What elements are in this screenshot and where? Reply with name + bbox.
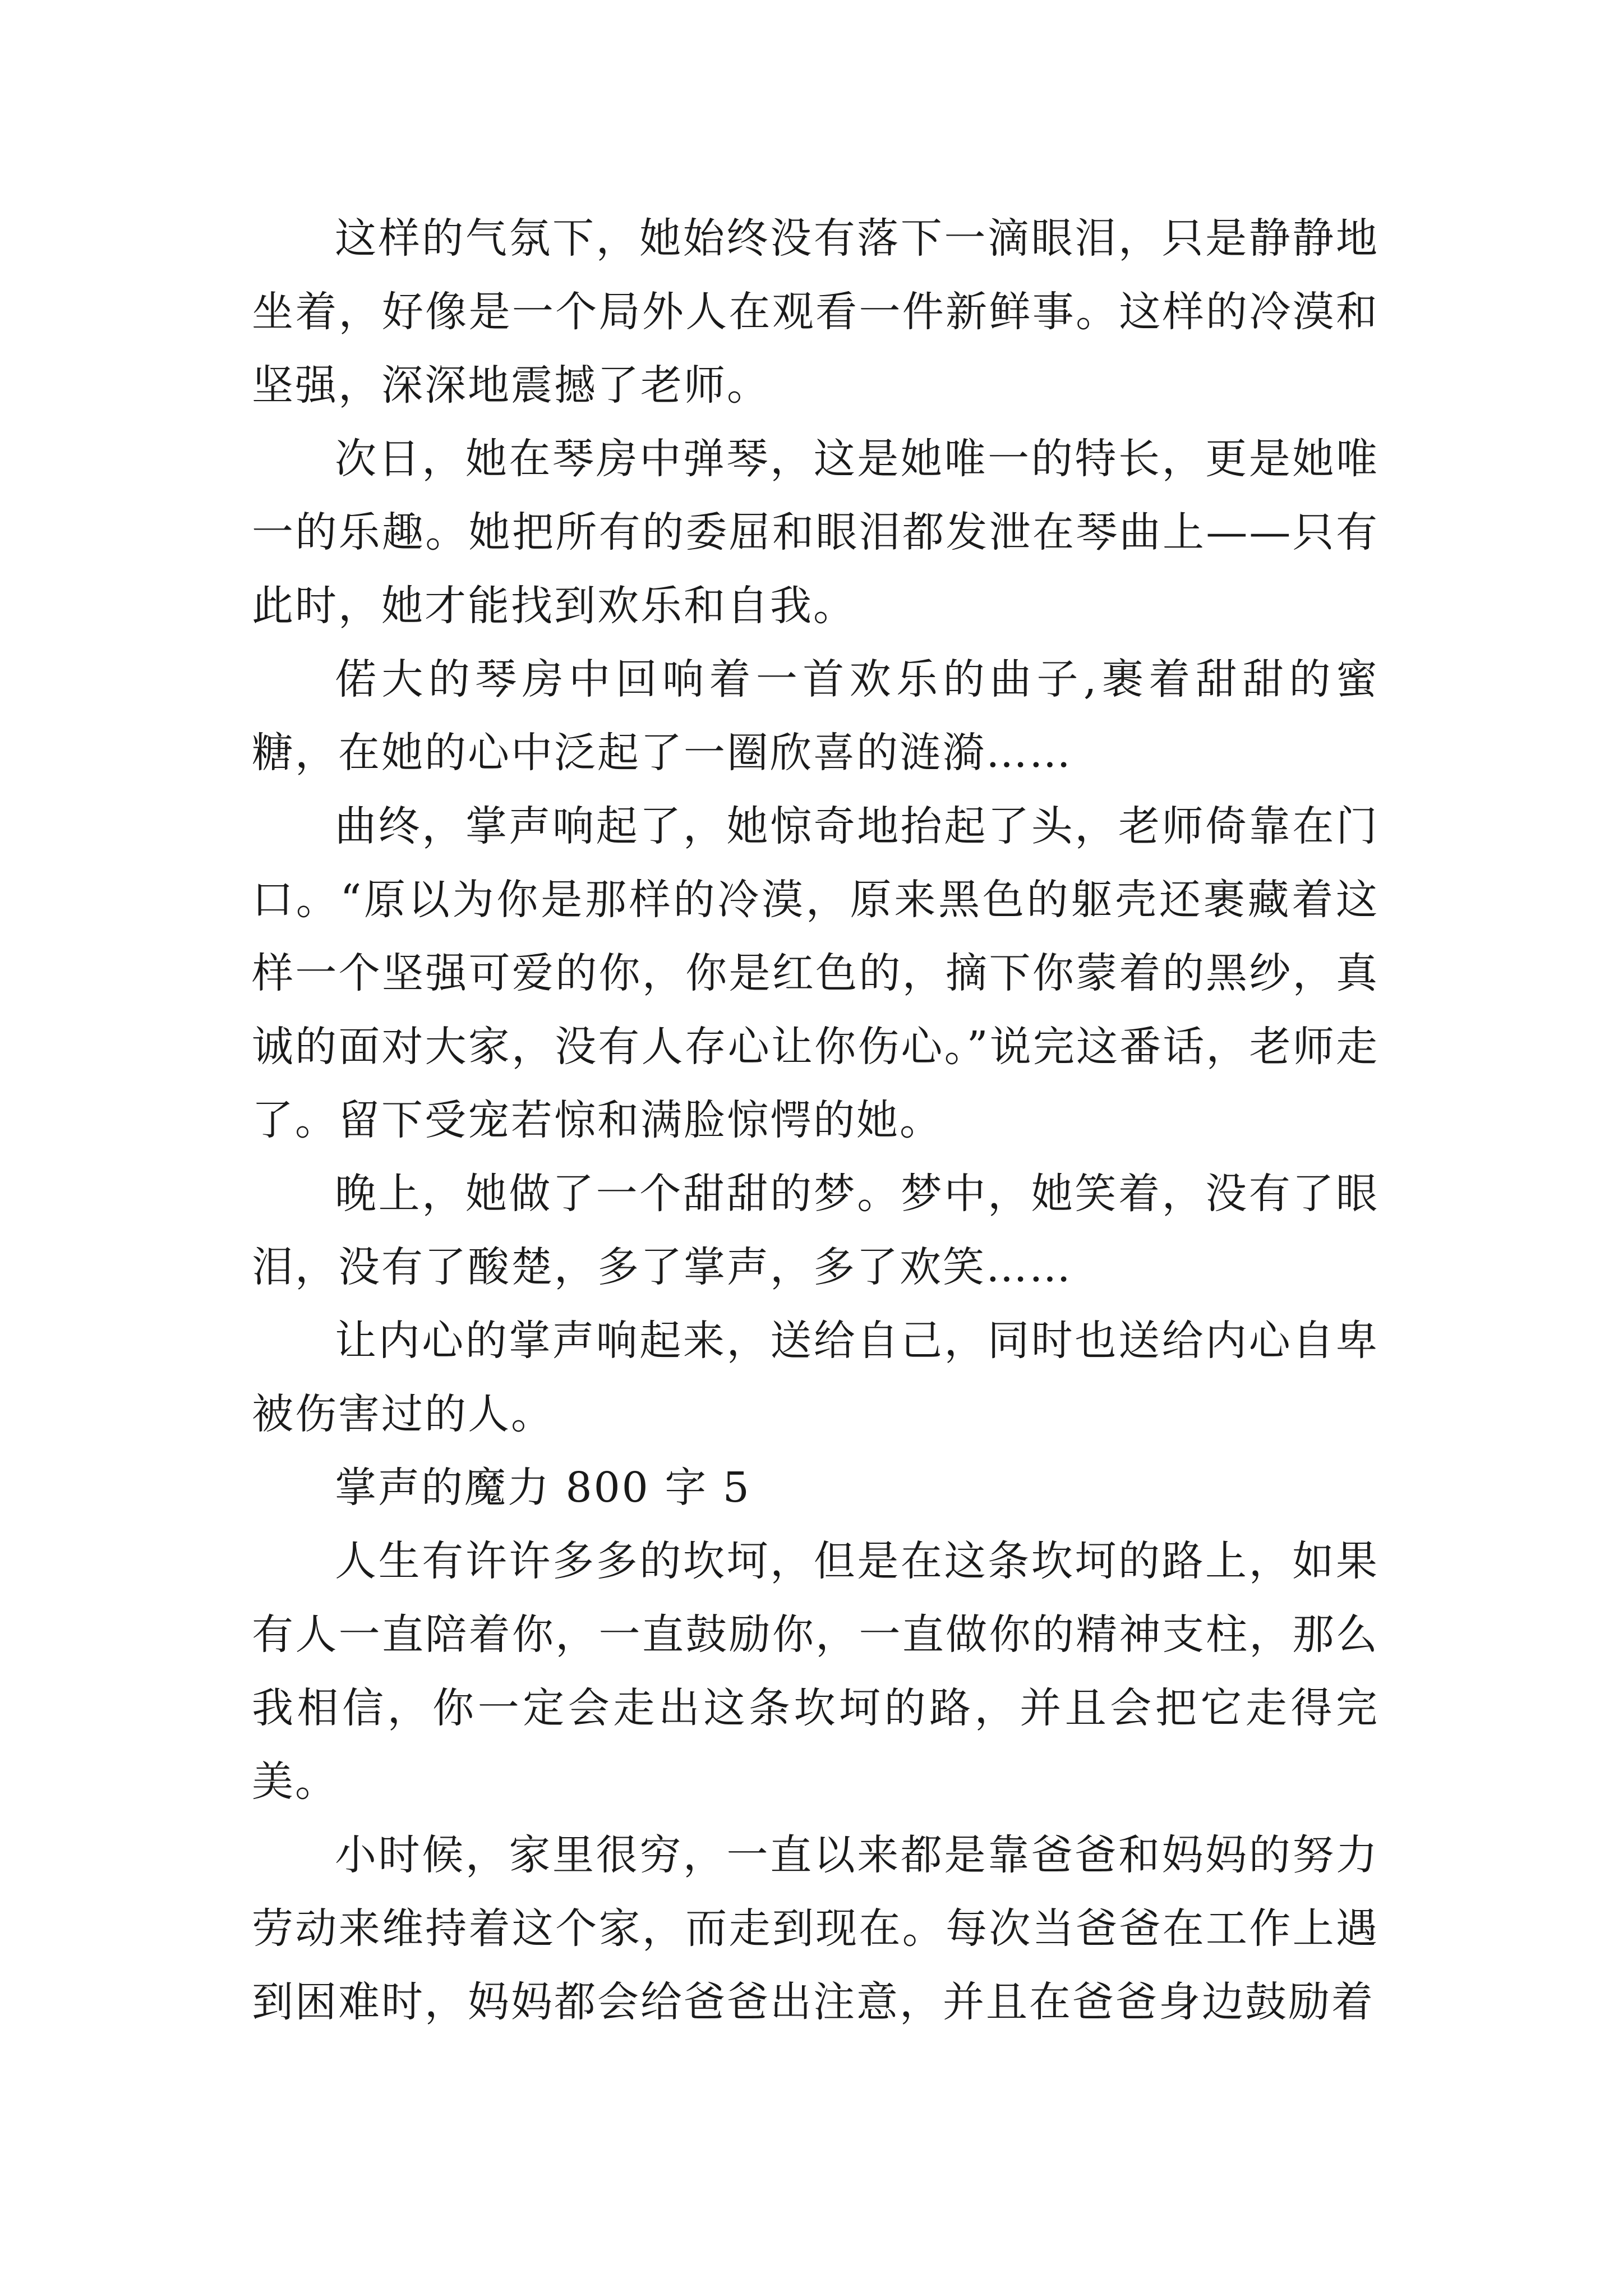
paragraph: 次日，她在琴房中弹琴，这是她唯一的特长，更是她唯一的乐趣。她把所有的委屈和眼泪都发泄在琴曲上——只有此时，她才能找到欢乐和自我。 [252, 435, 1379, 630]
paragraph: 小时候，家里很穷，一直以来都是靠爸爸和妈妈的努力劳动来维持着这个家，而走到现在。每次当爸爸在工作上遇到困难时，妈妈都会给爸爸出注意，并且在爸爸身边鼓励着 [252, 1831, 1379, 2026]
section-heading: 掌声的魔力 800 字 5 [335, 1464, 751, 1512]
paragraph: 让内心的掌声响起来，送给自己，同时也送给内心自卑被伤害过的人。 [252, 1317, 1379, 1438]
paragraph: 这样的气氛下，她始终没有落下一滴眼泪，只是静静地坐着，好像是一个局外人在观看一件新鲜事。这样的冷漠和坚强，深深地震撼了老师。 [252, 214, 1379, 409]
paragraph: 晚上，她做了一个甜甜的梦。梦中，她笑着，没有了眼泪，没有了酸楚，多了掌声，多了欢笑…… [252, 1170, 1379, 1291]
paragraph: 曲终，掌声响起了，她惊奇地抬起了头，老师倚靠在门口。“原以为你是那样的冷漠，原来黑色的躯壳还裹藏着这样一个坚强可爱的你，你是红色的，摘下你蒙着的黑纱，真诚的面对大家，没有人存心让你伤心。”说完这番话，老师走了。留下受宠若惊和满脸惊愕的她。 [252, 802, 1379, 1144]
paragraph: 人生有许许多多的坎坷，但是在这条坎坷的路上，如果有人一直陪着你，一直鼓励你，一直做你的精神支柱，那么我相信，你一定会走出这条坎坷的路，并且会把它走得完美。 [252, 1537, 1379, 1806]
paragraph: 偌大的琴房中回响着一首欢乐的曲子,裹着甜甜的蜜糖，在她的心中泛起了一圈欣喜的涟漪…… [252, 655, 1379, 777]
document-body [252, 202, 1379, 2039]
